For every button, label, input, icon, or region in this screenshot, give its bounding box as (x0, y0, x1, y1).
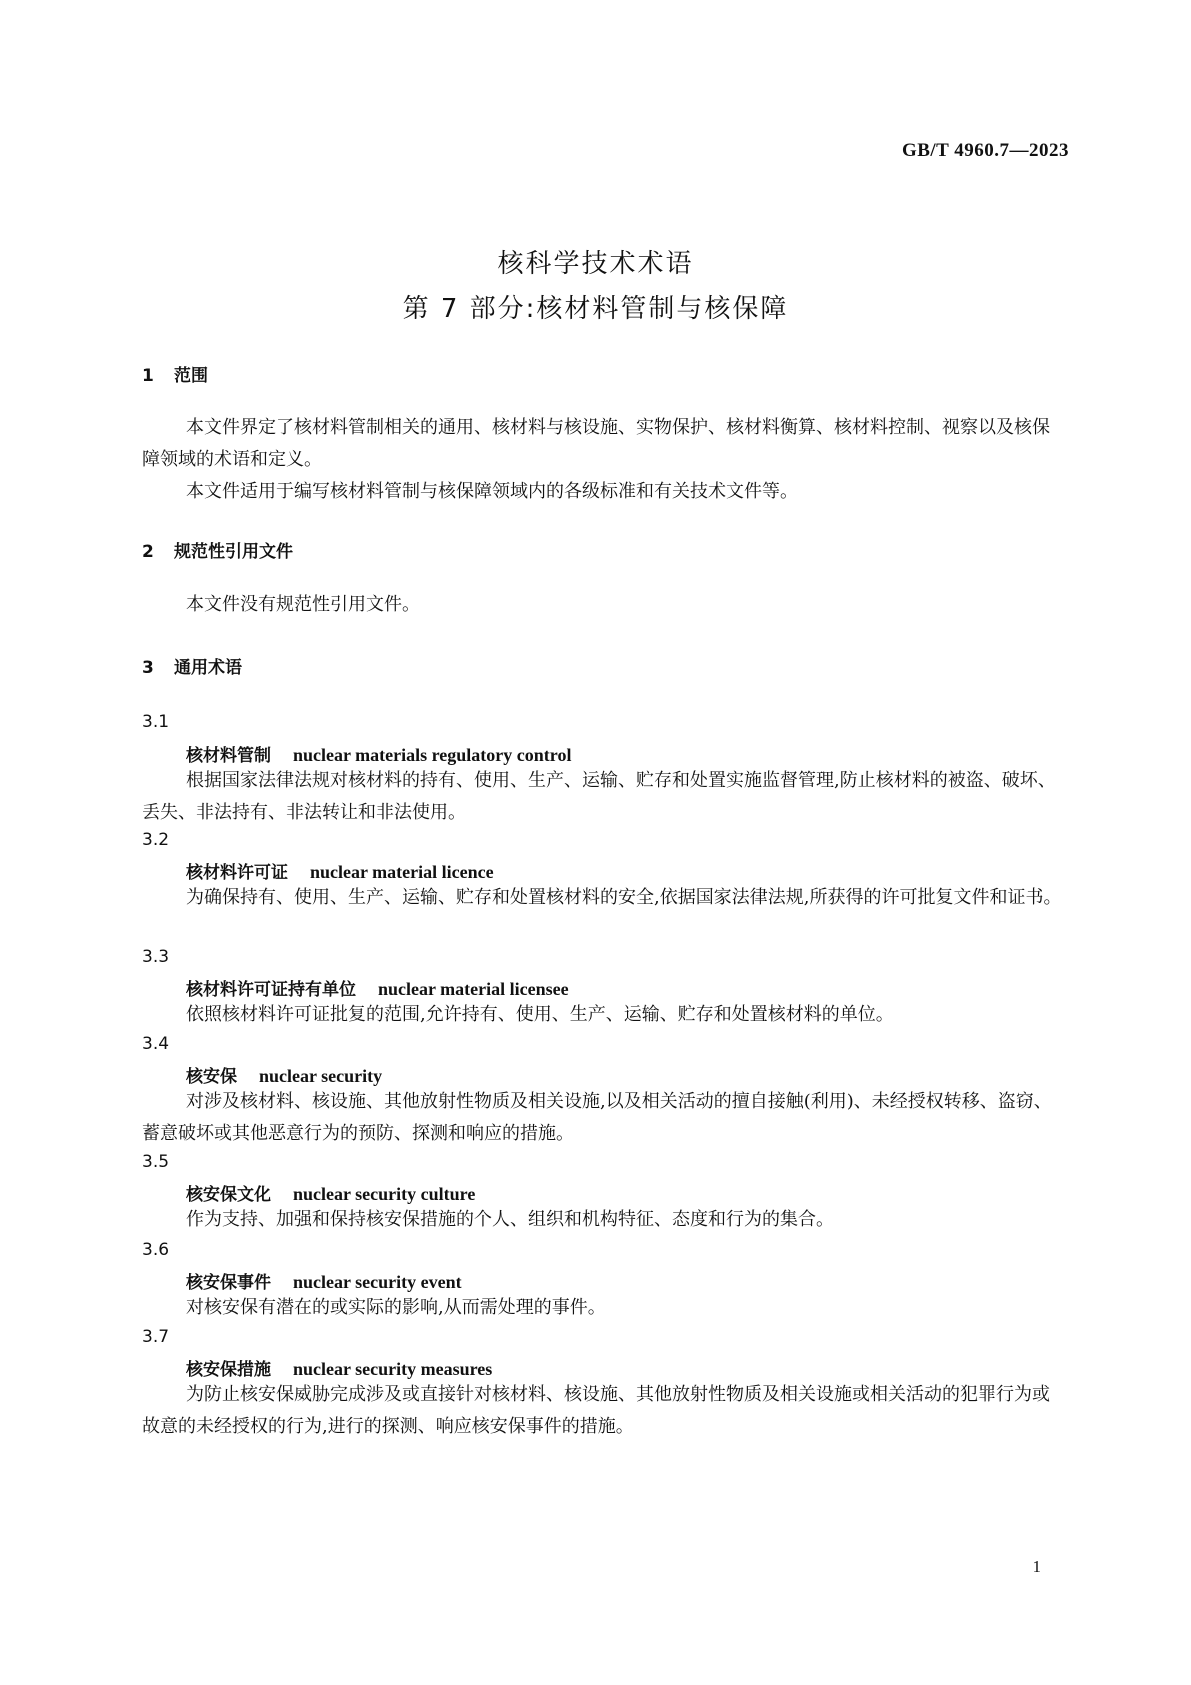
term-chinese: 核材料许可证 (186, 863, 288, 883)
document-subtitle: 第 7 部分:核材料管制与核保障 (402, 294, 789, 324)
section-heading-normative-references (142, 537, 293, 562)
document-title: 核科学技术术语 (497, 249, 694, 279)
term-number: 3.4 (142, 1034, 170, 1054)
section-heading-scope (142, 361, 208, 386)
term-english: nuclear material licence (310, 862, 494, 882)
paragraph: 本文件适用于编写核材料管制与核保障领域内的各级标准和有关技术文件等。 (186, 481, 798, 502)
term-chinese: 核材料管制 (186, 746, 271, 766)
term-number: 3.1 (142, 712, 170, 732)
term-definition: 作为支持、加强和保持核安保措施的个人、组织和机构特征、态度和行为的集合。 (186, 1209, 834, 1230)
term-definition: 依照核材料许可证批复的范围,允许持有、使用、生产、运输、贮存和处置核材料的单位。 (186, 1004, 894, 1025)
section-number: 2 (142, 542, 154, 562)
term-chinese: 核安保措施 (186, 1360, 271, 1380)
term-definition: 为防止核安保威胁完成涉及或直接针对核材料、核设施、其他放射性物质及相关设施或相关活动的犯罪行为或故意的未经授权的行为,进行的探测、响应核安保事件的措施。 (142, 1384, 1050, 1437)
term-chinese: 核安保事件 (186, 1273, 271, 1293)
page-number: 1 (1032, 1557, 1041, 1576)
term-english: nuclear material licensee (378, 979, 569, 999)
term-definition: 对涉及核材料、核设施、其他放射性物质及相关设施,以及相关活动的擅自接触(利用)、未经授权转移、盗窃、蓄意破坏或其他恶意行为的预防、探测和响应的措施。 (142, 1091, 1052, 1144)
term-english: nuclear security (259, 1066, 383, 1086)
term-entry (186, 1355, 492, 1380)
section-title: 通用术语 (174, 658, 242, 678)
standard-code: GB/T 4960.7—2023 (901, 140, 1069, 161)
term-chinese: 核材料许可证持有单位 (186, 980, 356, 1000)
term-english: nuclear security event (293, 1272, 462, 1292)
term-entry (186, 741, 571, 766)
term-definition: 对核安保有潜在的或实际的影响,从而需处理的事件。 (186, 1297, 606, 1318)
term-number: 3.7 (142, 1327, 170, 1347)
term-number: 3.3 (142, 947, 170, 967)
term-english: nuclear security measures (293, 1359, 493, 1379)
term-chinese: 核安保 (186, 1067, 237, 1087)
paragraph: 本文件界定了核材料管制相关的通用、核材料与核设施、实物保护、核材料衡算、核材料控制、视察以及核保障领域的术语和定义。 (142, 417, 1050, 470)
term-entry (186, 1268, 462, 1293)
term-entry (186, 975, 569, 1000)
term-number: 3.6 (142, 1240, 170, 1260)
section-title: 范围 (174, 366, 208, 386)
term-entry (186, 1180, 475, 1205)
section-number: 1 (142, 366, 154, 386)
section-heading-general-terms (142, 653, 242, 678)
term-chinese: 核安保文化 (186, 1185, 271, 1205)
term-entry (186, 1062, 382, 1087)
term-number: 3.2 (142, 830, 170, 850)
section-title: 规范性引用文件 (174, 542, 293, 562)
term-definition: 根据国家法律法规对核材料的持有、使用、生产、运输、贮存和处置实施监督管理,防止核材料的被盗、破坏、丢失、非法持有、非法转让和非法使用。 (142, 770, 1056, 823)
section-number: 3 (142, 658, 154, 678)
term-definition: 为确保持有、使用、生产、运输、贮存和处置核材料的安全,依据国家法律法规,所获得的许可批复文件和证书。 (186, 887, 1062, 908)
term-english: nuclear materials regulatory control (293, 745, 572, 765)
term-english: nuclear security culture (293, 1184, 476, 1204)
paragraph: 本文件没有规范性引用文件。 (186, 594, 420, 615)
term-entry (186, 858, 494, 883)
term-number: 3.5 (142, 1152, 170, 1172)
